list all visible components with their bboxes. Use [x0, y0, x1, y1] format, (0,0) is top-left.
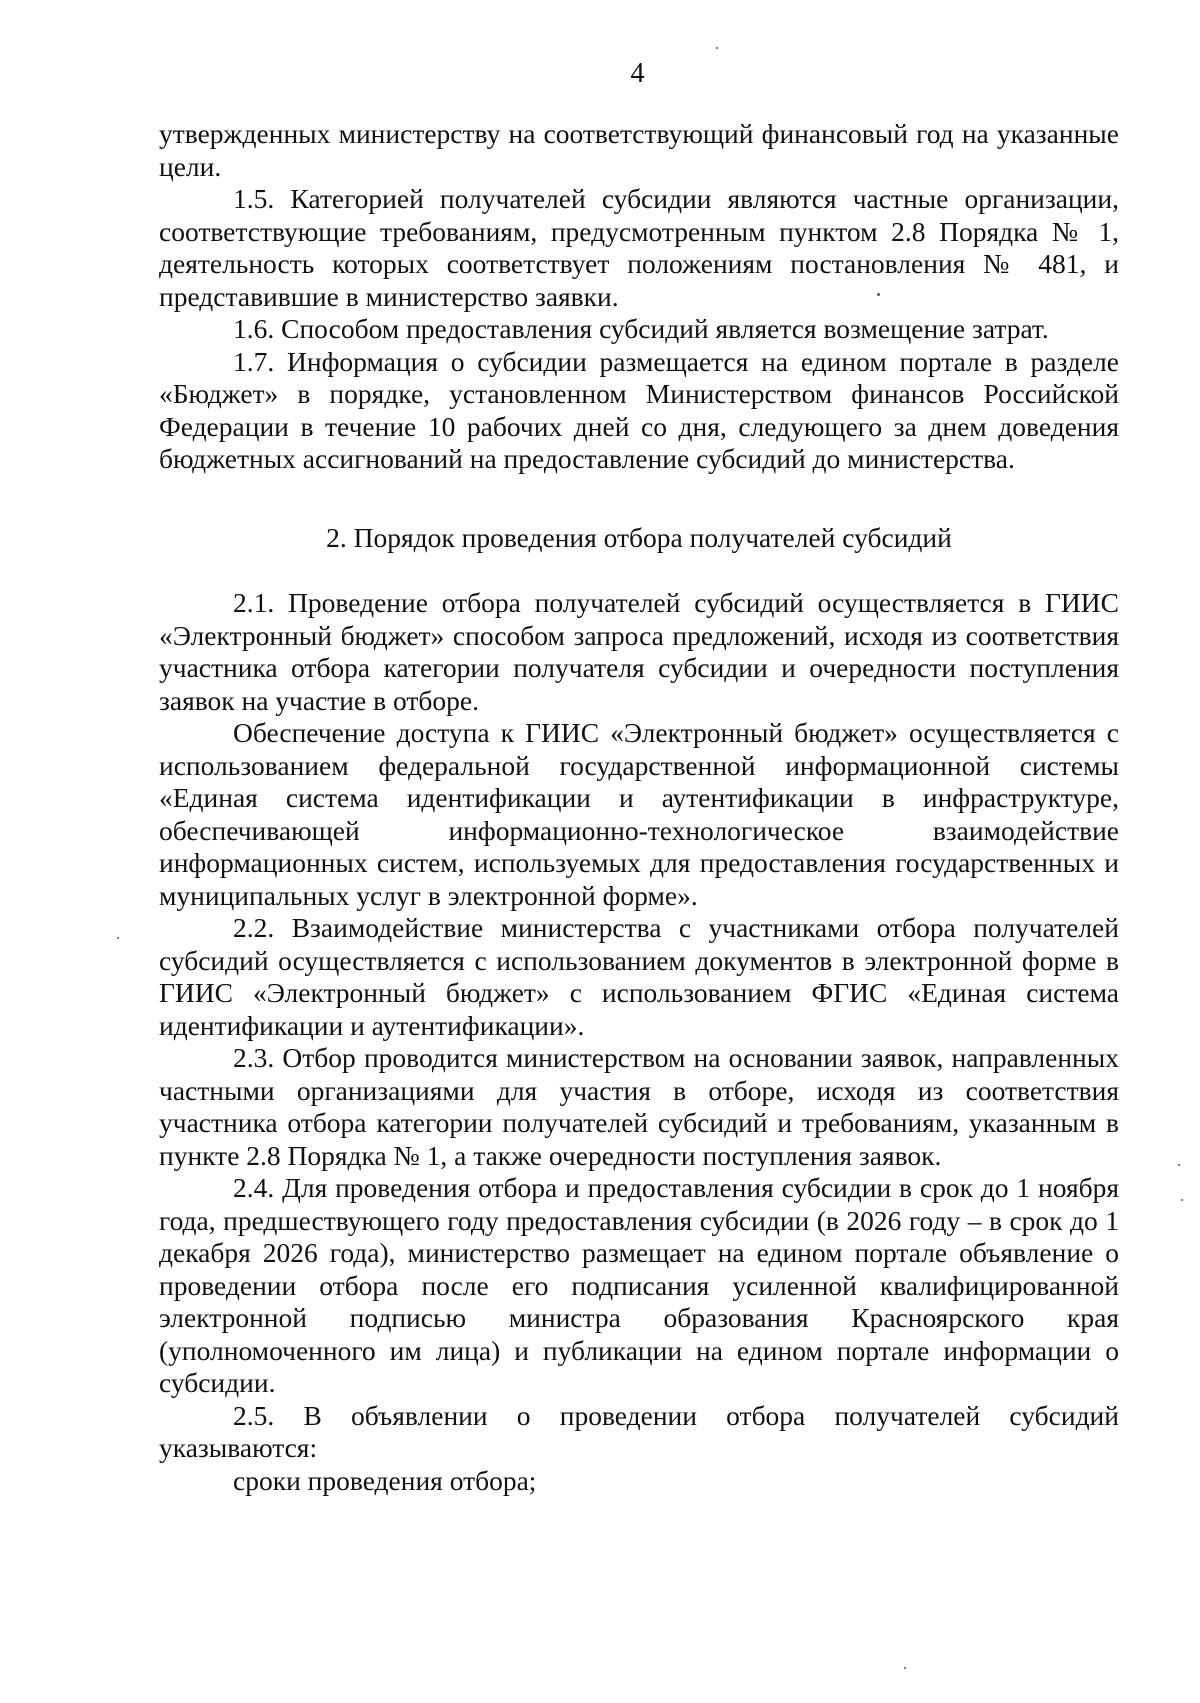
paragraph-access: Обеспечение доступа к ГИИС «Электронный бюджет» осуществляется с использованием федеральной государственной информационной системы «Единая система идентификации и аутентификации в инфраструктуре, обеспечивающей информационно-технологическое взаимодействие информационных систем, используемых для предоставления государственных и муниципальных услуг в электронной форме».	[159, 717, 1119, 911]
document-body	[159, 118, 1119, 1497]
paragraph-1-5: 1.5. Категорией получателей субсидии являются частные организации, соответствующие требованиям, предусмотренным пунктом 2.8 Порядка № 1, деятельность которых соответствует положениям постановления № 481, и представившие в министерство заявки.	[159, 183, 1119, 312]
paragraph-2-4: 2.4. Для проведения отбора и предоставления субсидии в срок до 1 ноября года, предшествующего году предоставления субсидии (в 2026 году – в срок до 1 декабря 2026 года), министерство размещает на едином портале объявление о проведении отбора после его подписания усиленной квалифицированной электронной подписью министра образования Красноярского края (уполномоченного им лица) и публикации на едином портале информации о субсидии.	[159, 1172, 1119, 1398]
list-item: сроки проведения отбора;	[233, 1464, 537, 1496]
paragraph-2-5: 2.5. В объявлении о проведении отбора получателей субсидий указываются:	[159, 1399, 1119, 1463]
scan-speck	[877, 293, 880, 296]
scan-speck	[1181, 1199, 1183, 1201]
paragraph-1-6: 1.6. Способом предоставления субсидий является возмещение затрат.	[233, 313, 1049, 344]
section-heading: 2. Порядок проведения отбора получателей субсидий	[326, 521, 952, 553]
paragraph-2-3: 2.3. Отбор проводится министерством на основании заявок, направленных частными организациями для участия в отборе, исходя из соответствия участника отбора категории получателей субсидий и требованиям, указанным в пункте 2.8 Порядка № 1, а также очередности поступления заявок.	[159, 1042, 1119, 1171]
paragraph-continuation: утвержденных министерству на соответствующий финансовый год на указанные цели.	[159, 118, 1119, 182]
paragraph-2-2: 2.2. Взаимодействие министерства с участниками отбора получателей субсидий осуществляется с использованием документов в электронной форме в ГИИС «Электронный бюджет» с использованием ФГИС «Единая система идентификации и аутентификации».	[159, 912, 1119, 1041]
scan-speck	[117, 937, 119, 939]
scan-speck	[1178, 1164, 1180, 1166]
scan-speck	[904, 1667, 906, 1669]
scan-speck	[716, 47, 718, 49]
page-number: 4	[630, 58, 645, 89]
paragraph-1-7: 1.7. Информация о субсидии размещается на едином портале в разделе «Бюджет» в порядке, установленном Министерством финансов Российской Федерации в течение 10 рабочих дней со дня, следующего за днем доведения бюджетных ассигнований на предоставление субсидий до министерства.	[159, 345, 1119, 474]
paragraph-2-1: 2.1. Проведение отбора получателей субсидий осуществляется в ГИИС «Электронный бюджет» способом запроса предложений, исходя из соответствия участника отбора категории получателя субсидии и очередности поступления заявок на участие в отборе.	[159, 587, 1119, 716]
